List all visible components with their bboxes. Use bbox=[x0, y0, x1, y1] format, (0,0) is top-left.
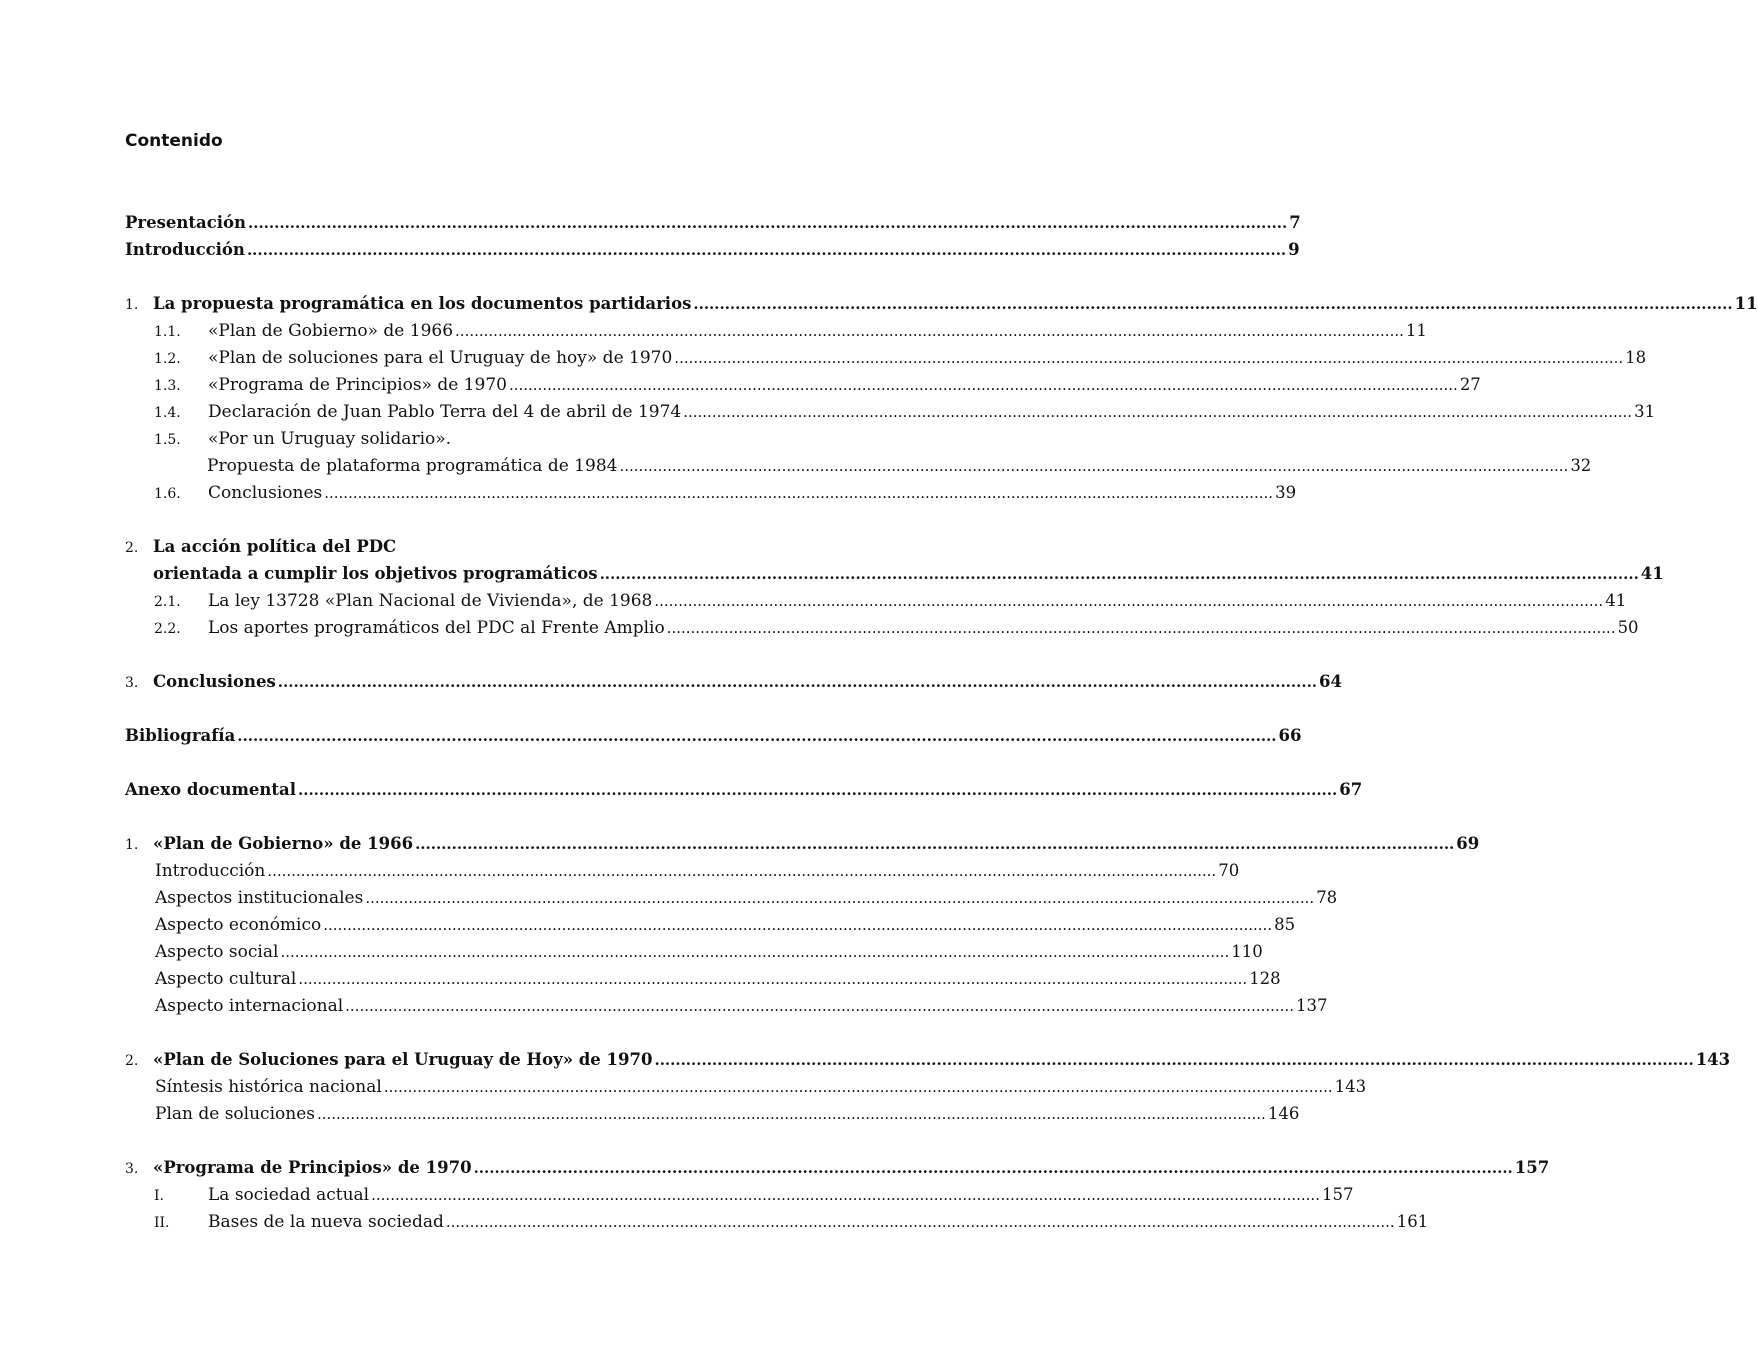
leader-dots bbox=[248, 209, 1287, 237]
toc-entry-subsection[interactable] bbox=[125, 398, 1656, 425]
toc-entry-subsection[interactable] bbox=[125, 425, 787, 452]
toc-entry-subsection[interactable] bbox=[125, 1181, 1354, 1208]
toc-page-number: 70 bbox=[1218, 861, 1240, 880]
toc-page-number: 143 bbox=[1695, 1050, 1731, 1069]
toc-annex-chapter-2 bbox=[125, 1046, 1731, 1127]
toc-entry-title: «Plan de soluciones para el Uruguay de hoy» de 1970 bbox=[208, 348, 673, 368]
toc-entry-title: orientada a cumplir los objetivos programáticos bbox=[153, 564, 598, 583]
toc-entry-subsection[interactable] bbox=[125, 371, 1481, 398]
leader-dots bbox=[365, 884, 1314, 912]
toc-page-number: 143 bbox=[1334, 1077, 1367, 1096]
toc-entry-number: 2.1. bbox=[154, 594, 181, 610]
toc-chapter-1 bbox=[125, 290, 1758, 506]
toc-entry-title: «Por un Uruguay solidario». bbox=[208, 429, 452, 449]
toc-entry-chapter[interactable] bbox=[125, 1046, 1731, 1073]
toc-entry-subsection[interactable] bbox=[125, 938, 1263, 965]
toc-entry-number: 3. bbox=[125, 1161, 139, 1177]
toc-entry-title: Síntesis histórica nacional bbox=[155, 1077, 382, 1097]
toc-page-number: 69 bbox=[1456, 834, 1480, 853]
toc-entry-number: 2. bbox=[125, 540, 139, 556]
toc-entry-chapter[interactable] bbox=[125, 290, 1758, 317]
toc-entry-title: Introducción bbox=[155, 861, 266, 881]
leader-dots bbox=[674, 344, 1623, 372]
toc-page-number: 67 bbox=[1339, 780, 1363, 799]
toc-page-number: 31 bbox=[1634, 402, 1656, 421]
leader-dots bbox=[317, 1100, 1266, 1128]
toc-entry-title: Los aportes programáticos del PDC al Frente Amplio bbox=[208, 618, 665, 638]
toc-entry-subsection[interactable] bbox=[125, 344, 1647, 371]
toc-entry-number: II. bbox=[154, 1215, 170, 1231]
leader-dots bbox=[237, 722, 1276, 750]
toc-entry-title: «Plan de Gobierno» de 1966 bbox=[153, 834, 414, 853]
toc-entry-subsection[interactable] bbox=[125, 1100, 1300, 1127]
toc-page-number: 85 bbox=[1274, 915, 1296, 934]
toc-entry-subsection[interactable] bbox=[125, 992, 1328, 1019]
toc-entry-title: Presentación bbox=[125, 213, 247, 232]
leader-dots bbox=[474, 1154, 1513, 1182]
toc-entry-title: La propuesta programática en los documentos partidarios bbox=[153, 294, 692, 313]
toc-page-number: 110 bbox=[1231, 942, 1263, 961]
toc-annex-chapter-3 bbox=[125, 1154, 1550, 1235]
toc-entry-title: Aspecto internacional bbox=[155, 996, 344, 1016]
toc-entry-subsection[interactable] bbox=[125, 911, 1296, 938]
toc-entry-subsection-continued[interactable] bbox=[125, 452, 1592, 479]
toc-page-number: 64 bbox=[1319, 672, 1342, 691]
toc-page-number: 157 bbox=[1321, 1185, 1354, 1204]
toc-entry-title: «Plan de Gobierno» de 1966 bbox=[208, 321, 454, 341]
toc-entry-bibliografia[interactable] bbox=[125, 722, 1302, 749]
leader-dots bbox=[654, 1046, 1693, 1074]
toc-entry-title: Declaración de Juan Pablo Terra del 4 de abril de 1974 bbox=[208, 402, 682, 422]
toc-bibliography-section bbox=[125, 722, 1302, 749]
toc-entry-subsection[interactable] bbox=[125, 1208, 1429, 1235]
toc-entry-title: Aspectos institucionales bbox=[155, 888, 364, 908]
toc-entry-introduccion[interactable] bbox=[125, 236, 1300, 263]
leader-dots bbox=[298, 965, 1247, 993]
table-of-contents bbox=[125, 128, 1758, 1235]
toc-page-number: 137 bbox=[1296, 996, 1328, 1015]
leader-dots bbox=[446, 1208, 1395, 1236]
leader-dots bbox=[384, 1073, 1333, 1101]
leader-dots bbox=[345, 992, 1294, 1020]
leader-dots bbox=[323, 911, 1272, 939]
toc-page-number: 39 bbox=[1275, 483, 1297, 502]
toc-entry-title: Aspecto económico bbox=[155, 915, 322, 935]
toc-page-number: 78 bbox=[1316, 888, 1338, 907]
toc-entry-subsection[interactable] bbox=[125, 479, 1297, 506]
toc-entry-subsection[interactable] bbox=[125, 317, 1427, 344]
toc-page-number: 27 bbox=[1459, 375, 1481, 394]
toc-page-number: 50 bbox=[1617, 618, 1639, 637]
toc-entry-number: 2. bbox=[125, 1053, 139, 1069]
toc-page-number: 128 bbox=[1249, 969, 1281, 988]
leader-dots bbox=[509, 371, 1458, 399]
toc-entry-chapter[interactable] bbox=[125, 830, 1480, 857]
leader-dots bbox=[683, 398, 1632, 426]
toc-entry-number: 2.2. bbox=[154, 621, 181, 637]
toc-entry-subsection[interactable] bbox=[125, 884, 1338, 911]
leader-dots bbox=[280, 938, 1229, 966]
leader-dots bbox=[654, 587, 1603, 615]
toc-entry-title: Plan de soluciones bbox=[155, 1104, 315, 1124]
toc-annex-section bbox=[125, 776, 1363, 803]
toc-entry-number: I. bbox=[154, 1188, 164, 1204]
toc-entry-title: Aspecto social bbox=[155, 942, 279, 962]
toc-entry-chapter[interactable] bbox=[125, 1154, 1550, 1181]
toc-entry-number: 1.4. bbox=[154, 405, 181, 421]
toc-annex-chapter-1 bbox=[125, 830, 1480, 1019]
toc-entry-title: Propuesta de plataforma programática de 1984 bbox=[207, 456, 618, 476]
toc-entry-number: 3. bbox=[125, 675, 139, 691]
toc-entry-chapter-continued[interactable] bbox=[125, 560, 1664, 587]
toc-entry-number: 1. bbox=[125, 297, 139, 313]
toc-entry-title: La sociedad actual bbox=[208, 1185, 370, 1205]
toc-entry-chapter[interactable] bbox=[125, 533, 787, 560]
toc-page-number: 18 bbox=[1625, 348, 1647, 367]
toc-chapter-3 bbox=[125, 668, 1342, 695]
toc-page-number: 161 bbox=[1396, 1212, 1429, 1231]
leader-dots bbox=[267, 857, 1216, 885]
leader-dots bbox=[278, 668, 1317, 696]
leader-dots bbox=[667, 614, 1616, 642]
toc-page-number: 9 bbox=[1288, 240, 1300, 259]
toc-entry-anexo[interactable] bbox=[125, 776, 1363, 803]
toc-entry-presentacion[interactable] bbox=[125, 209, 1301, 236]
toc-page-number: 32 bbox=[1570, 456, 1592, 475]
toc-page-number: 41 bbox=[1605, 591, 1627, 610]
toc-entry-title: Conclusiones bbox=[153, 672, 276, 691]
toc-entry-title: Aspecto cultural bbox=[155, 969, 297, 989]
toc-entry-chapter[interactable] bbox=[125, 668, 1342, 695]
toc-page-number: 11 bbox=[1405, 321, 1427, 340]
toc-entry-title: La ley 13728 «Plan Nacional de Vivienda», de 1968 bbox=[208, 591, 653, 611]
leader-dots bbox=[693, 290, 1732, 318]
toc-page-number: 41 bbox=[1640, 564, 1664, 583]
toc-page-number: 66 bbox=[1278, 726, 1302, 745]
toc-page-number: 11 bbox=[1734, 294, 1758, 313]
toc-entry-number: 1.3. bbox=[154, 378, 181, 394]
leader-dots bbox=[619, 452, 1568, 480]
leader-dots bbox=[455, 317, 1404, 345]
toc-entry-title: «Programa de Principios» de 1970 bbox=[208, 375, 507, 395]
toc-entry-number: 1.2. bbox=[154, 351, 181, 367]
toc-entry-title: Introducción bbox=[125, 240, 245, 259]
toc-entry-title: Anexo documental bbox=[125, 780, 297, 799]
toc-entry-subsection[interactable] bbox=[125, 857, 1240, 884]
leader-dots bbox=[600, 560, 1639, 588]
toc-entry-subsection[interactable] bbox=[125, 1073, 1367, 1100]
toc-entry-number: 1. bbox=[125, 837, 139, 853]
leader-dots bbox=[415, 830, 1454, 858]
toc-page-number: 7 bbox=[1289, 213, 1301, 232]
toc-entry-number: 1.6. bbox=[154, 486, 181, 502]
toc-entry-subsection[interactable] bbox=[125, 614, 1639, 641]
toc-page-number: 157 bbox=[1514, 1158, 1550, 1177]
toc-entry-title: «Programa de Principios» de 1970 bbox=[153, 1158, 472, 1177]
toc-entry-number: 1.5. bbox=[154, 432, 181, 448]
toc-chapter-2 bbox=[125, 533, 1664, 641]
toc-entry-title: «Plan de Soluciones para el Uruguay de Hoy» de 1970 bbox=[153, 1050, 653, 1069]
page-title: Contenido bbox=[125, 131, 223, 151]
toc-entry-title: Conclusiones bbox=[208, 483, 323, 503]
toc-page-number: 146 bbox=[1267, 1104, 1300, 1123]
toc-intro-section bbox=[125, 209, 1301, 263]
leader-dots bbox=[371, 1181, 1320, 1209]
toc-entry-number: 1.1. bbox=[154, 324, 181, 340]
leader-dots bbox=[298, 776, 1337, 804]
toc-entry-subsection[interactable] bbox=[125, 587, 1627, 614]
leader-dots bbox=[247, 236, 1286, 264]
leader-dots bbox=[324, 479, 1273, 507]
toc-entry-title: Bibliografía bbox=[125, 726, 236, 745]
toc-entry-subsection[interactable] bbox=[125, 965, 1281, 992]
toc-entry-title: Bases de la nueva sociedad bbox=[208, 1212, 444, 1232]
toc-entry-title: La acción política del PDC bbox=[153, 537, 397, 556]
